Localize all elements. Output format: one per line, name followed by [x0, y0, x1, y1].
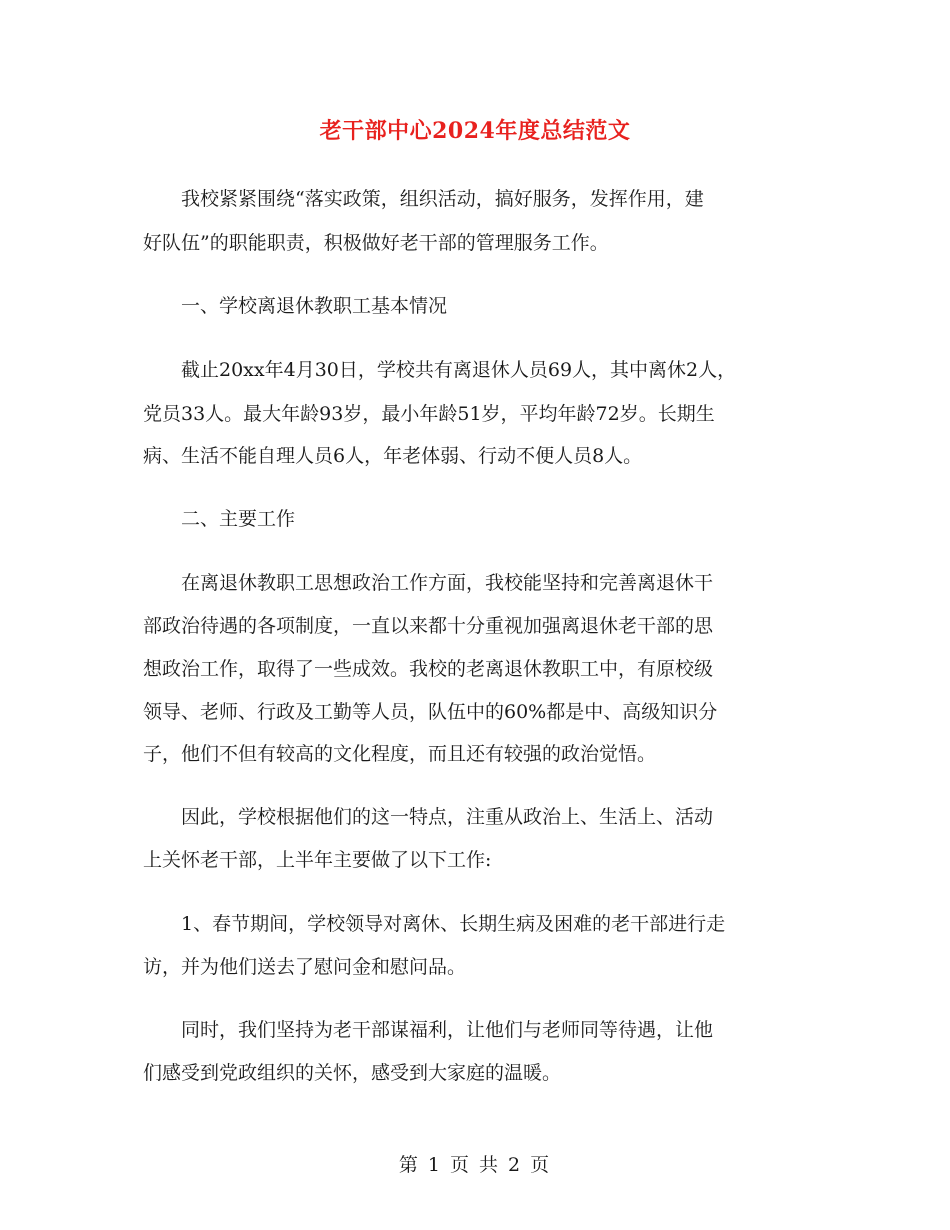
- paragraph-line: 好队伍”的职能职责，积极做好老干部的管理服务工作。: [143, 232, 609, 254]
- page-footer: 第 1 页 共 2 页: [398, 1154, 552, 1176]
- paragraph-line: 截止20xx年4月30日，学校共有离退休人员69人，其中离休2人，: [181, 359, 737, 381]
- paragraph-line: 在离退休教职工思想政治工作方面，我校能坚持和完善离退休干: [181, 572, 714, 594]
- paragraph-line: 子，他们不但有较高的文化程度，而且还有较强的政治觉悟。: [143, 743, 657, 765]
- paragraph-line: 访，并为他们送去了慰问金和慰问品。: [143, 956, 467, 978]
- paragraph-line: 想政治工作，取得了一些成效。我校的老离退休教职工中，有原校级: [143, 658, 714, 680]
- section-heading: 一、学校离退休教职工基本情况: [181, 295, 448, 317]
- paragraph-line: 1、春节期间，学校领导对离休、长期生病及困难的老干部进行走: [181, 913, 726, 935]
- paragraph-line: 病、生活不能自理人员6人，年老体弱、行动不便人员8人。: [143, 445, 643, 467]
- paragraph-line: 部政治待遇的各项制度，一直以来都十分重视加强离退休老干部的思: [143, 615, 714, 637]
- paragraph-line: 领导、老师、行政及工勤等人员，队伍中的60%都是中、高级知识分: [143, 701, 718, 723]
- paragraph-line: 党员33人。最大年龄93岁，最小年龄51岁，平均年龄72岁。长期生: [143, 403, 715, 425]
- paragraph-line: 因此，学校根据他们的这一特点，注重从政治上、生活上、活动: [181, 806, 714, 828]
- paragraph-line: 同时，我们坚持为老干部谋福利，让他们与老师同等待遇，让他: [181, 1019, 714, 1041]
- document-title: 老干部中心2024年度总结范文: [319, 118, 631, 144]
- paragraph-line: 我校紧紧围绕“落实政策，组织活动，搞好服务，发挥作用，建: [181, 188, 704, 210]
- paragraph-line: 上关怀老干部，上半年主要做了以下工作:: [143, 849, 492, 871]
- section-heading: 二、主要工作: [181, 508, 296, 530]
- paragraph-line: 们感受到党政组织的关怀，感受到大家庭的温暖。: [143, 1062, 562, 1084]
